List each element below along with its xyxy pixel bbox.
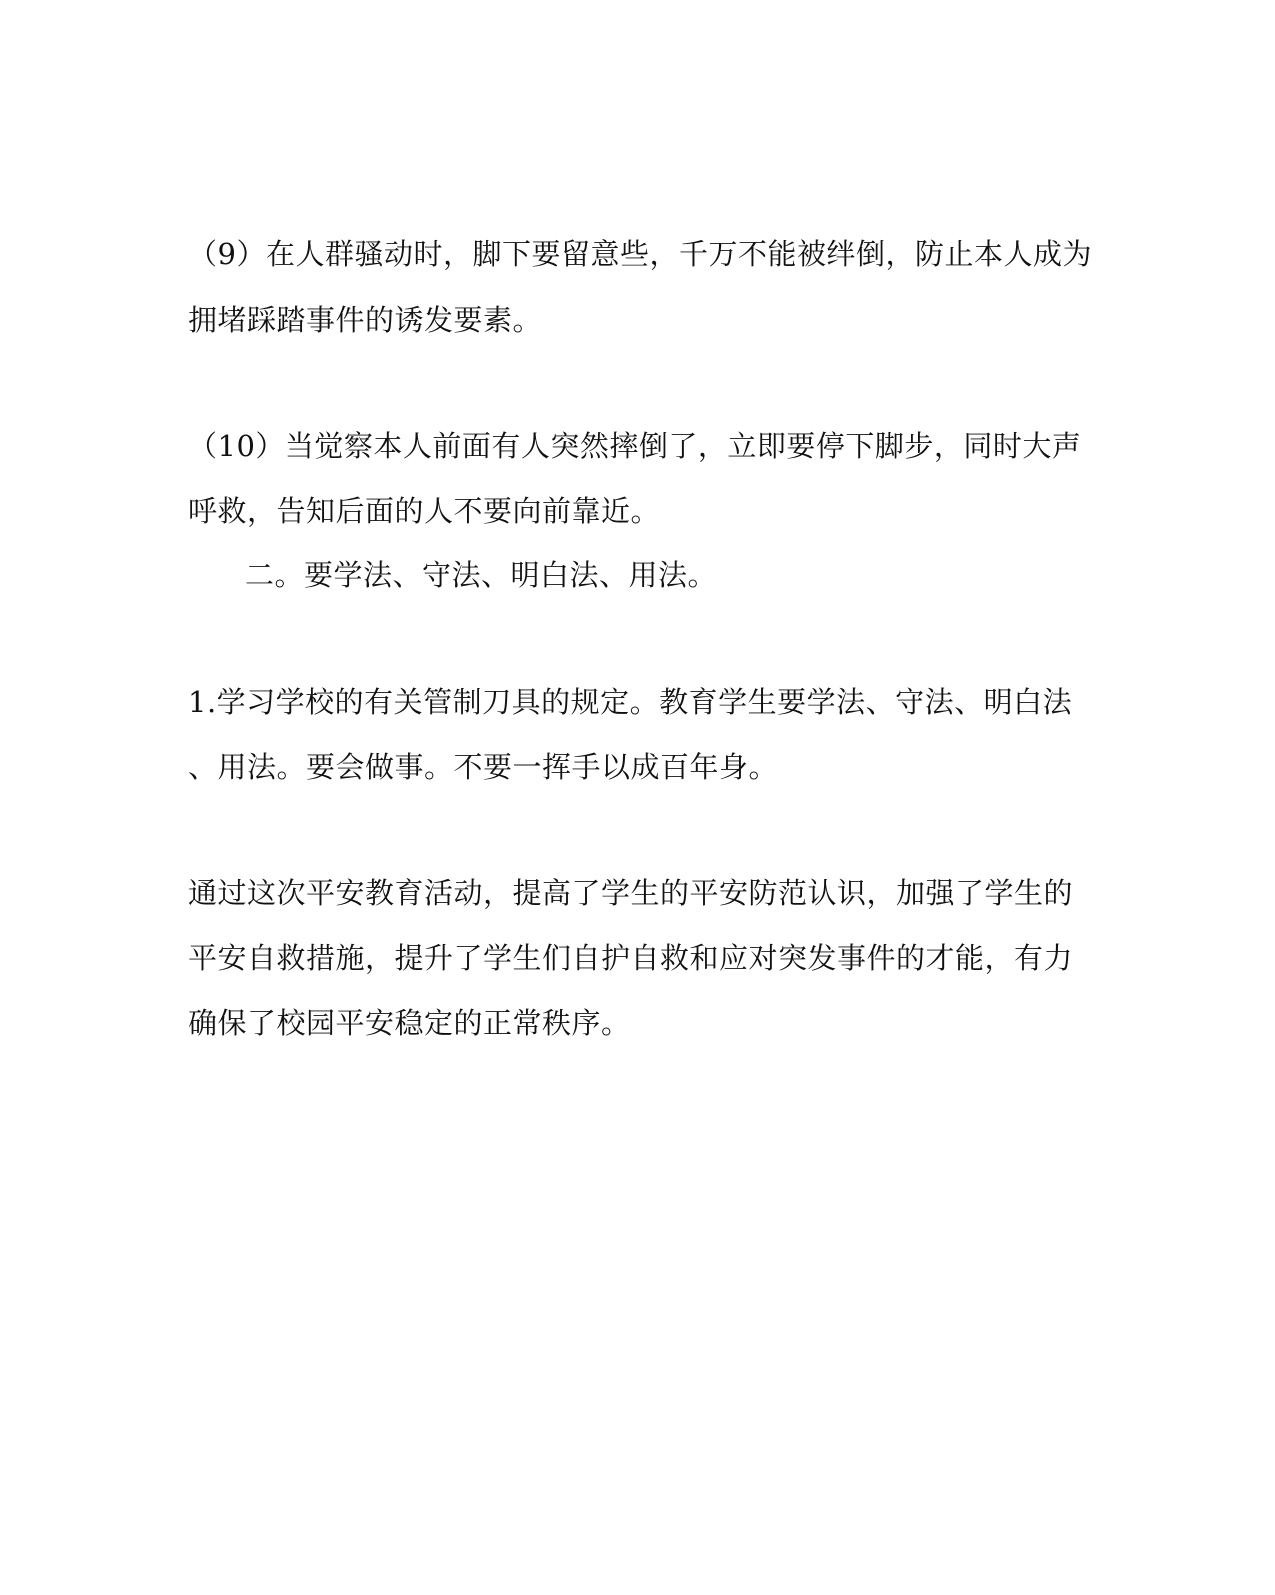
paragraph-item-1-line-1: 1.学习学校的有关管制刀具的规定。教育学生要学法、守法、明白法 — [188, 685, 1073, 719]
paragraph-item-1-line-2: 、用法。要会做事。不要一挥手以成百年身。 — [188, 750, 779, 784]
paragraph-item-9-line-1: （9）在人群骚动时，脚下要留意些，千万不能被绊倒，防止本人成为 — [188, 237, 1092, 271]
paragraph-conclusion-line-2: 平安自救措施，提升了学生们自护自救和应对突发事件的才能，有力 — [188, 941, 1074, 975]
paragraph-item-10-line-1: （10）当觉察本人前面有人突然摔倒了，立即要停下脚步，同时大声 — [188, 429, 1082, 463]
section-heading: 二。要学法、守法、明白法、用法。 — [245, 558, 718, 592]
paragraph-conclusion-line-1: 通过这次平安教育活动，提高了学生的平安防范认识，加强了学生的 — [188, 876, 1074, 910]
paragraph-conclusion-line-3: 确保了校园平安稳定的正常秩序。 — [188, 1006, 631, 1040]
paragraph-item-9-line-2: 拥堵踩踏事件的诱发要素。 — [188, 303, 543, 337]
paragraph-item-10-line-2: 呼救，告知后面的人不要向前靠近。 — [188, 494, 661, 528]
